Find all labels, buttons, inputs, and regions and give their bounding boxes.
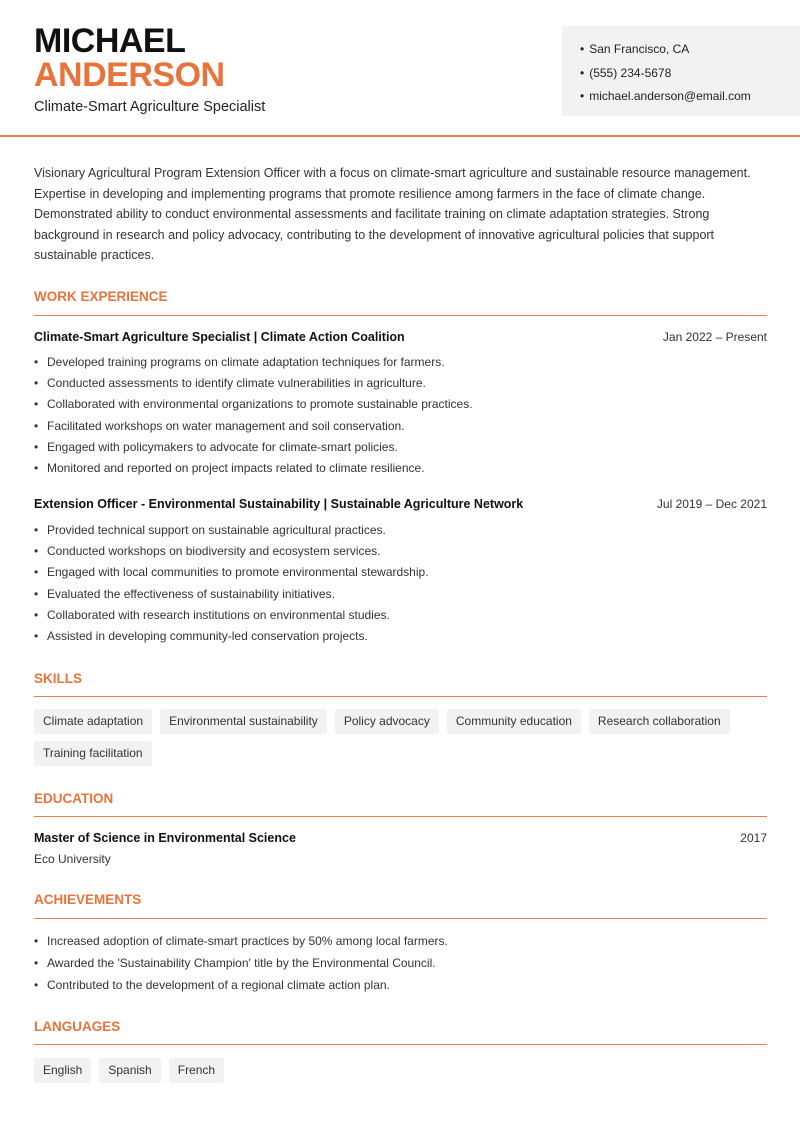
list-item: • Evaluated the effectiveness of sustainability initiatives. (34, 584, 767, 605)
achievement-list (34, 930, 767, 996)
section-divider (34, 1044, 767, 1045)
list-item: • Provided technical support on sustainable agricultural practices. (34, 520, 767, 541)
language-tag: English (34, 1058, 91, 1083)
professional-summary: Visionary Agricultural Program Extension Officer with a focus on climate-smart agriculture and sustainable resource management. Expertise in developing and implementing programs that promote resilience among farmers in the face of climate change. Demonstrated ability to conduct environmental assessments and facilitate training on climate adaptation strategies. Strong background in research and policy advocacy, contributing to the development of innovative agricultural policies that support sustainable practices. (34, 166, 751, 262)
first-name: MICHAEL (34, 22, 186, 60)
job-dates: Jan 2022 – Present (662, 330, 767, 344)
skill-tag: Community education (447, 709, 581, 734)
skill-tag: Training facilitation (34, 741, 152, 766)
section-divider (34, 918, 767, 919)
section-divider (34, 816, 767, 817)
list-item: • Conducted workshops on biodiversity and ecosystem services. (34, 541, 767, 562)
education-school: Eco University (34, 852, 111, 866)
job-header (34, 497, 767, 511)
skill-tag: Environmental sustainability (160, 709, 327, 734)
skill-tag: Research collaboration (589, 709, 730, 734)
contact-email[interactable]: • michael.anderson@email.com (580, 85, 800, 109)
section-divider (34, 696, 767, 697)
job-header (34, 330, 767, 344)
job-dates: Jul 2019 – Dec 2021 (656, 497, 767, 511)
list-item: • Developed training programs on climate adaptation techniques for farmers. (34, 352, 767, 373)
skill-tag: Climate adaptation (34, 709, 152, 734)
contact-phone: • (555) 234-5678 (580, 62, 800, 86)
resume-header (0, 0, 800, 137)
section-title-education: EDUCATION (34, 791, 114, 806)
job-role: Climate-Smart Agriculture Specialist | Climate Action Coalition (34, 330, 405, 344)
job-role: Extension Officer - Environmental Sustainability | Sustainable Agriculture Network (34, 497, 524, 511)
list-item: • Assisted in developing community-led conservation projects. (34, 626, 767, 647)
list-item: • Collaborated with research institutions on environmental studies. (34, 605, 767, 626)
section-title-skills: SKILLS (34, 671, 83, 686)
list-item: • Engaged with local communities to promote environmental stewardship. (34, 562, 767, 583)
list-item: • Facilitated workshops on water management and soil conservation. (34, 416, 767, 437)
section-title-languages: LANGUAGES (34, 1019, 121, 1034)
section-title-achievements: ACHIEVEMENTS (34, 892, 142, 907)
list-item: • Monitored and reported on project impacts related to climate resilience. (34, 458, 767, 479)
section-title-work: WORK EXPERIENCE (34, 289, 168, 304)
last-name: ANDERSON (34, 56, 225, 94)
language-tag: French (169, 1058, 224, 1083)
section-divider (34, 315, 767, 316)
languages-tag-list (34, 1058, 774, 1083)
skill-tag: Policy advocacy (335, 709, 439, 734)
education-degree: Master of Science in Environmental Science (34, 831, 296, 845)
professional-title: Climate-Smart Agriculture Specialist (34, 99, 266, 115)
language-tag: Spanish (99, 1058, 160, 1083)
education-year: 2017 (740, 831, 767, 845)
list-item: • Increased adoption of climate-smart practices by 50% among local farmers. (34, 930, 767, 952)
job-bullet-list (34, 520, 767, 647)
contact-box (562, 26, 800, 116)
list-item: • Engaged with policymakers to advocate for climate-smart policies. (34, 437, 767, 458)
list-item: • Contributed to the development of a regional climate action plan. (34, 974, 767, 996)
list-item: • Collaborated with environmental organizations to promote sustainable practices. (34, 394, 767, 415)
list-item: • Conducted assessments to identify climate vulnerabilities in agriculture. (34, 373, 767, 394)
skills-tag-list (34, 709, 774, 766)
list-item: • Awarded the 'Sustainability Champion' title by the Environmental Council. (34, 952, 767, 974)
job-bullet-list (34, 352, 767, 479)
contact-location: • San Francisco, CA (580, 38, 800, 62)
